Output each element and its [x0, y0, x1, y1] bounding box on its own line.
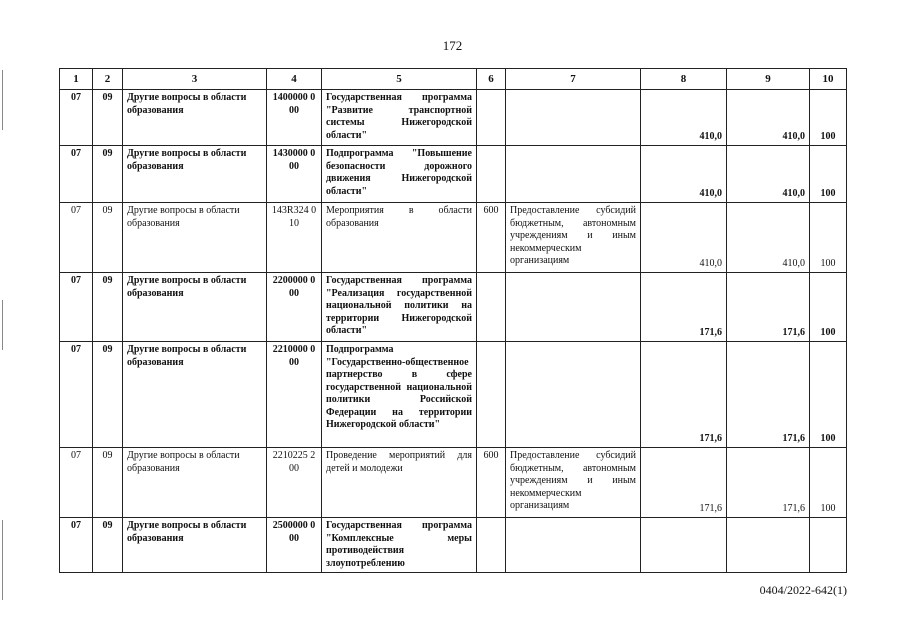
approved-amount-cell: 410,0	[641, 90, 727, 146]
program-name-cell: Проведение мероприятий для детей и молодежи	[322, 448, 477, 518]
section-name-cell: Другие вопросы в области образования	[123, 273, 267, 342]
expense-type-code-cell	[477, 342, 506, 448]
section-code-cell: 07	[60, 448, 93, 518]
scan-edge-mark	[2, 300, 3, 350]
subsection-code-cell: 09	[93, 90, 123, 146]
expense-type-name-cell	[506, 518, 641, 573]
expense-type-code-cell	[477, 518, 506, 573]
section-code-cell: 07	[60, 273, 93, 342]
section-code-cell: 07	[60, 203, 93, 273]
execution-percent-cell: 100	[810, 342, 847, 448]
section-name-cell: Другие вопросы в области образования	[123, 146, 267, 203]
target-article-cell: 2200000 000	[267, 273, 322, 342]
table-row	[60, 273, 847, 342]
header-cell: 1	[60, 69, 93, 90]
expense-type-code-cell: 600	[477, 203, 506, 273]
scan-edge-mark	[2, 70, 3, 130]
approved-amount-cell: 171,6	[641, 342, 727, 448]
subsection-code-cell: 09	[93, 203, 123, 273]
header-cell: 3	[123, 69, 267, 90]
header-cell: 2	[93, 69, 123, 90]
expense-type-name-cell	[506, 146, 641, 203]
table-header-row	[60, 69, 847, 90]
document-id: 0404/2022-642(1)	[759, 583, 847, 597]
execution-percent-cell: 100	[810, 448, 847, 518]
execution-percent-cell: 100	[810, 90, 847, 146]
section-name-cell: Другие вопросы в области образования	[123, 203, 267, 273]
section-name-cell: Другие вопросы в области образования	[123, 342, 267, 448]
section-name-cell: Другие вопросы в области образования	[123, 90, 267, 146]
section-code-cell: 07	[60, 342, 93, 448]
expense-type-code-cell	[477, 146, 506, 203]
execution-percent-cell: 100	[810, 146, 847, 203]
scan-edge-mark	[2, 520, 3, 600]
program-name-cell: Подпрограмма "Повышение безопасности дорожного движения Нижегородской области"	[322, 146, 477, 203]
program-name-cell: Государственная программа "Комплексные меры противодействия злоупотреблению	[322, 518, 477, 573]
header-cell: 4	[267, 69, 322, 90]
target-article-cell: 143R324 010	[267, 203, 322, 273]
budget-table	[59, 68, 847, 573]
subsection-code-cell: 09	[93, 146, 123, 203]
executed-amount-cell: 410,0	[727, 203, 810, 273]
table-row	[60, 90, 847, 146]
approved-amount-cell: 171,6	[641, 448, 727, 518]
header-cell: 5	[322, 69, 477, 90]
section-code-cell: 07	[60, 518, 93, 573]
header-cell: 8	[641, 69, 727, 90]
target-article-cell: 2210000 000	[267, 342, 322, 448]
table-row	[60, 203, 847, 273]
approved-amount-cell: 410,0	[641, 146, 727, 203]
table-row	[60, 342, 847, 448]
executed-amount-cell: 171,6	[727, 448, 810, 518]
executed-amount-cell: 410,0	[727, 146, 810, 203]
subsection-code-cell: 09	[93, 342, 123, 448]
expense-type-code-cell	[477, 90, 506, 146]
approved-amount-cell	[641, 518, 727, 573]
table-row	[60, 448, 847, 518]
target-article-cell: 2500000 000	[267, 518, 322, 573]
executed-amount-cell: 171,6	[727, 342, 810, 448]
subsection-code-cell: 09	[93, 448, 123, 518]
subsection-code-cell: 09	[93, 273, 123, 342]
expense-type-name-cell: Предоставление субсидий бюджетным, автономным учреждениям и иным некоммерческим организациям	[506, 203, 641, 273]
expense-type-name-cell	[506, 90, 641, 146]
page-number: 172	[442, 38, 463, 53]
executed-amount-cell: 410,0	[727, 90, 810, 146]
header-cell: 10	[810, 69, 847, 90]
approved-amount-cell: 171,6	[641, 273, 727, 342]
section-code-cell: 07	[60, 90, 93, 146]
header-cell: 6	[477, 69, 506, 90]
expense-type-name-cell	[506, 342, 641, 448]
section-name-cell: Другие вопросы в области образования	[123, 518, 267, 573]
table-row	[60, 518, 847, 573]
target-article-cell: 1400000 000	[267, 90, 322, 146]
target-article-cell: 2210225 200	[267, 448, 322, 518]
table-row	[60, 146, 847, 203]
executed-amount-cell	[727, 518, 810, 573]
expense-type-code-cell: 600	[477, 448, 506, 518]
execution-percent-cell	[810, 518, 847, 573]
section-name-cell: Другие вопросы в области образования	[123, 448, 267, 518]
program-name-cell: Мероприятия в области образования	[322, 203, 477, 273]
expense-type-name-cell	[506, 273, 641, 342]
section-code-cell: 07	[60, 146, 93, 203]
approved-amount-cell: 410,0	[641, 203, 727, 273]
header-cell: 9	[727, 69, 810, 90]
header-cell: 7	[506, 69, 641, 90]
executed-amount-cell: 171,6	[727, 273, 810, 342]
program-name-cell: Подпрограмма "Государственно-общественное партнерство в сфере государственной национальной политики Российской Федерации на территории Нижегородской области"	[322, 342, 477, 448]
target-article-cell: 1430000 000	[267, 146, 322, 203]
subsection-code-cell: 09	[93, 518, 123, 573]
program-name-cell: Государственная программа "Развитие транспортной системы Нижегородской области"	[322, 90, 477, 146]
program-name-cell: Государственная программа "Реализация государственной национальной политики на территории Нижегородской области"	[322, 273, 477, 342]
execution-percent-cell: 100	[810, 273, 847, 342]
execution-percent-cell: 100	[810, 203, 847, 273]
expense-type-name-cell: Предоставление субсидий бюджетным, автономным учреждениям и иным некоммерческим организациям	[506, 448, 641, 518]
expense-type-code-cell	[477, 273, 506, 342]
